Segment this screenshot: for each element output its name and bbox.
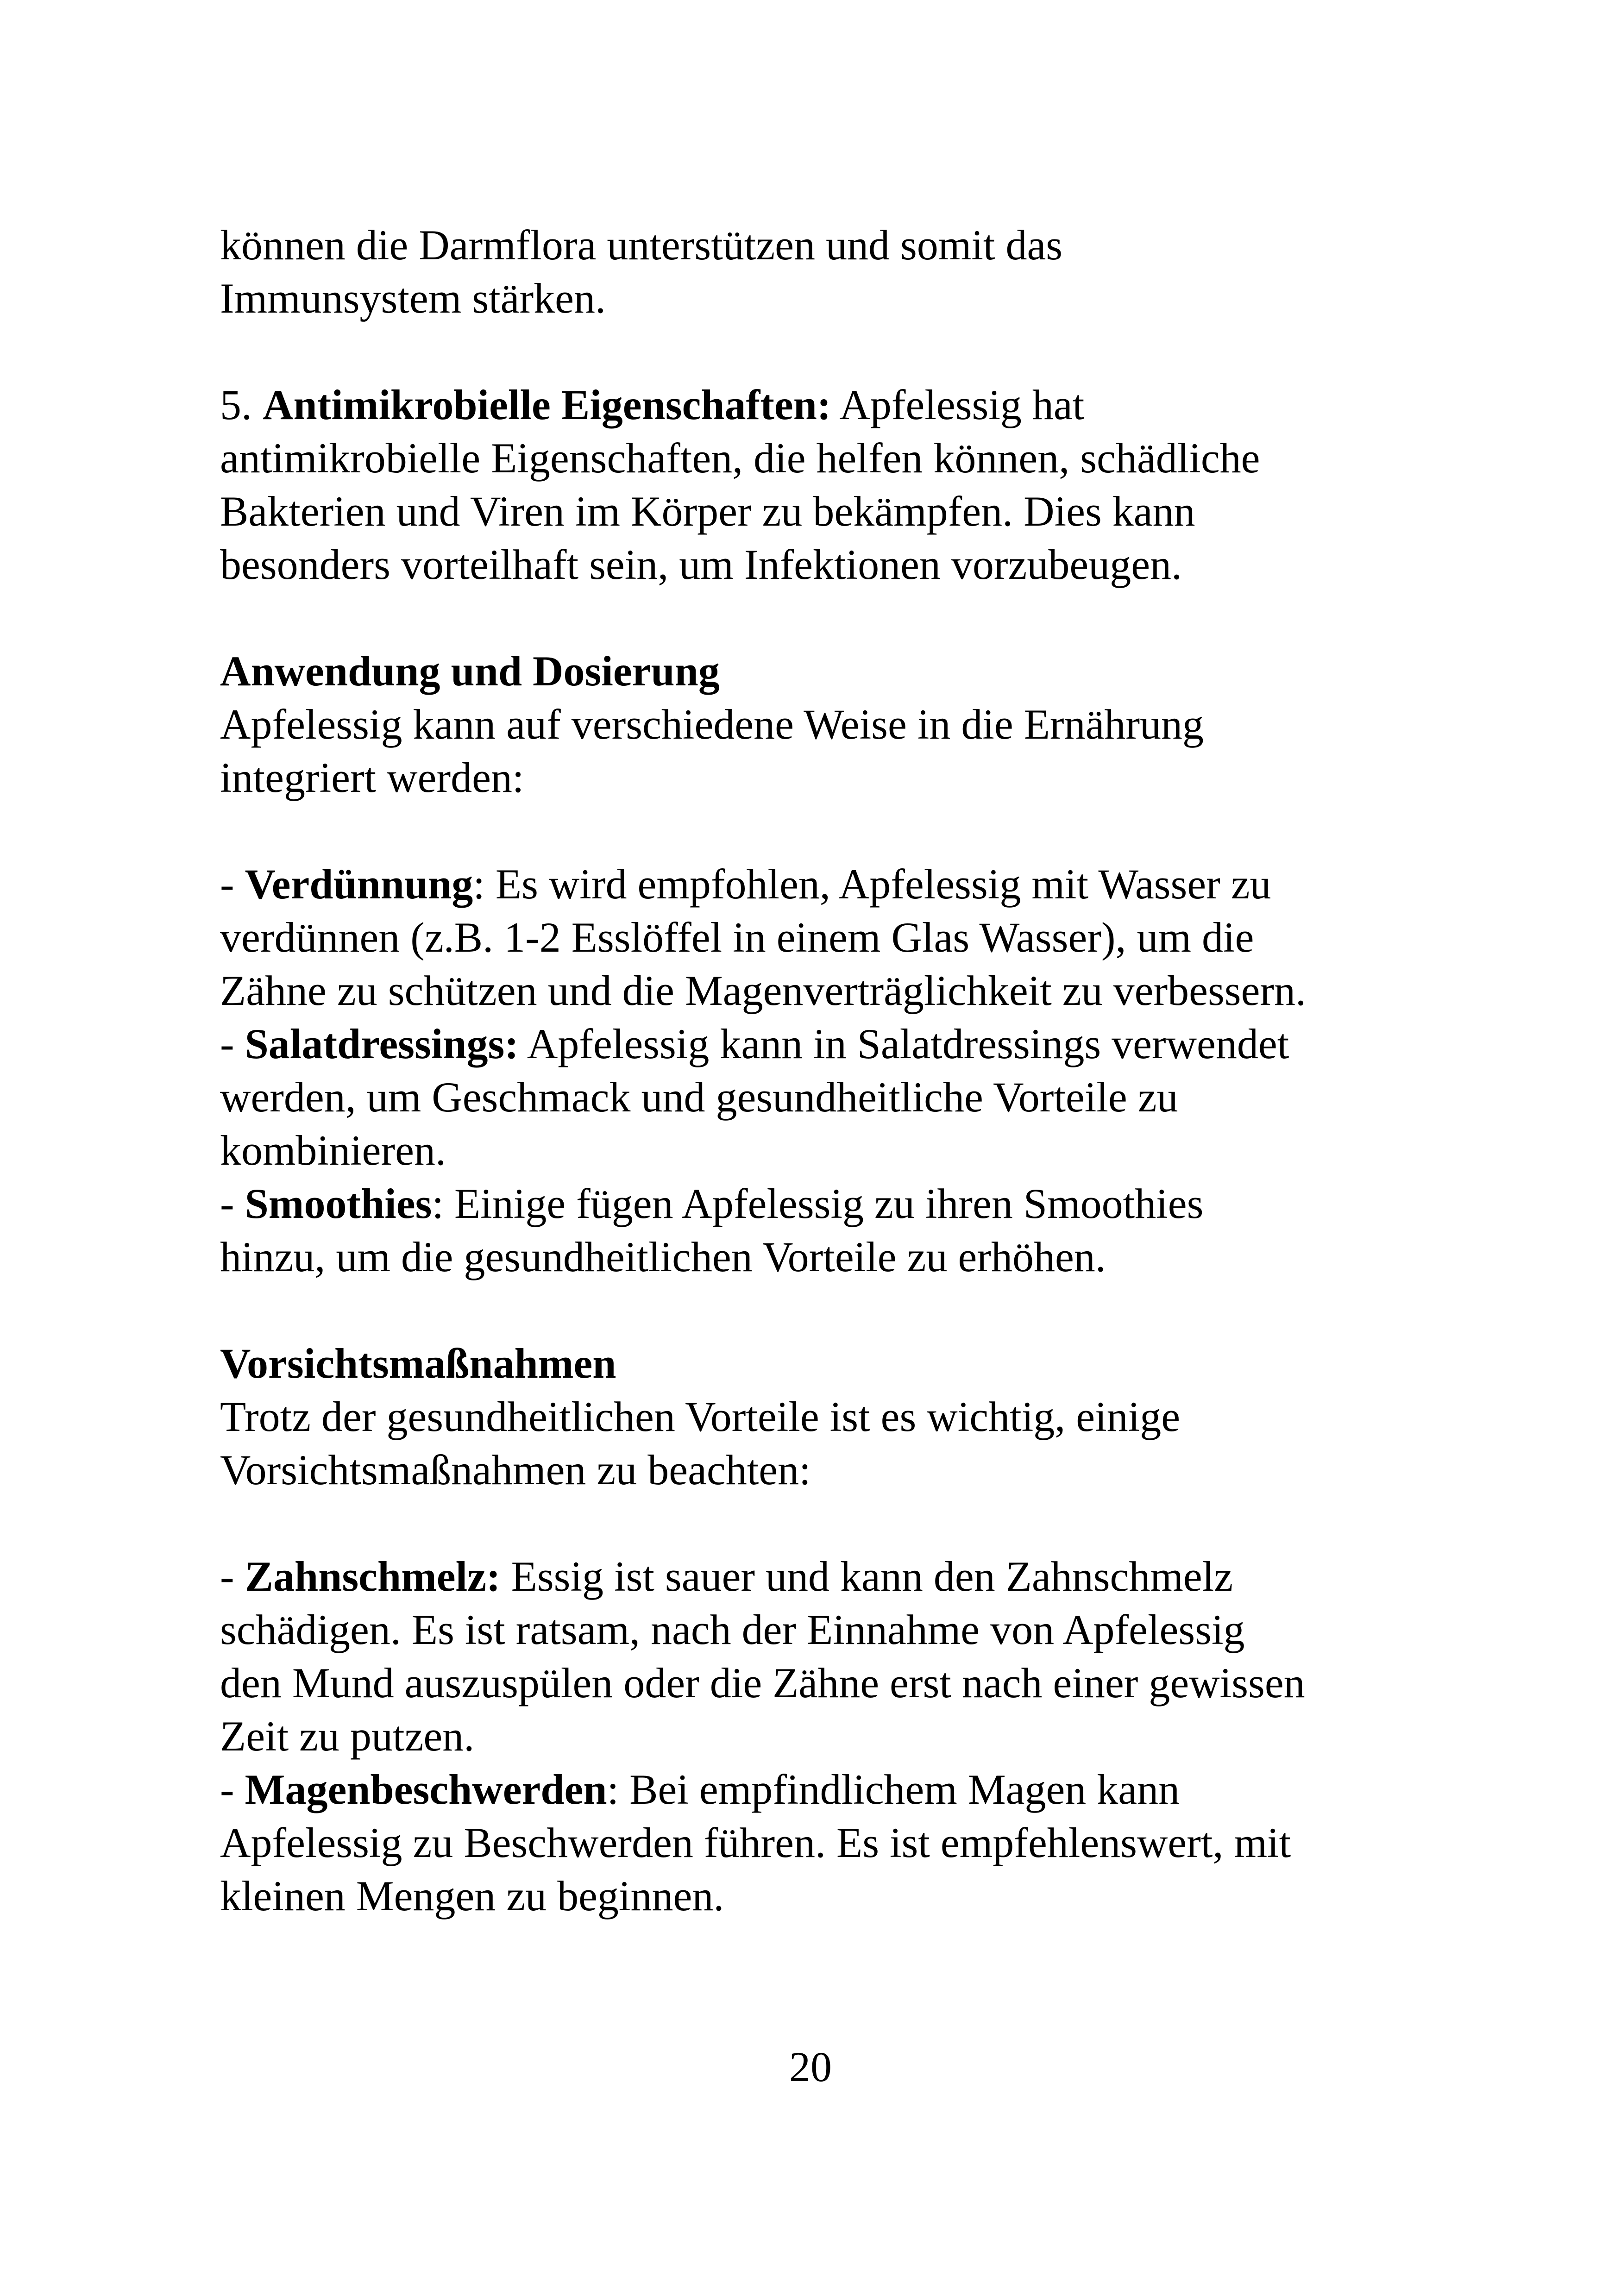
page-body (220, 219, 1424, 1923)
list-term: Smoothies (245, 1180, 432, 1227)
caution-intro-line-2: Vorsichtsmaßnahmen zu beachten: (220, 1446, 811, 1493)
paragraph-gap (220, 1497, 1424, 1550)
point-5-line-2: antimikrobielle Eigenschaften, die helfen können, schädliche (220, 434, 1260, 482)
usage-item-dilution-line-3: Zähne zu schützen und die Magenverträglichkeit zu verbessern. (220, 967, 1307, 1014)
usage-item-dressings-line-3: kombinieren. (220, 1127, 446, 1174)
point-number: 5. (220, 381, 263, 428)
section-heading-usage (220, 645, 1424, 698)
paragraph-gap (220, 325, 1424, 378)
usage-item-dilution-line-1 (220, 858, 1424, 911)
point-text: Apfelessig hat (831, 381, 1085, 428)
page-number: 20 (789, 2043, 832, 2090)
paragraph-gap (220, 1284, 1424, 1337)
point-5-line-1 (220, 378, 1424, 432)
list-text: Essig ist sauer und kann den Zahnschmelz (500, 1553, 1233, 1600)
list-text: : Bei empfindlichem Magen kann (607, 1766, 1180, 1813)
usage-item-smoothies-line-2: hinzu, um die gesundheitlichen Vorteile zu erhöhen. (220, 1233, 1106, 1280)
point-title: Antimikrobielle Eigenschaften: (263, 381, 831, 428)
point-5-line-4: besonders vorteilhaft sein, um Infektionen vorzubeugen. (220, 541, 1182, 588)
caution-item-stomach-line-1 (220, 1763, 1424, 1816)
list-dash: - (220, 1766, 245, 1813)
paragraph-gap (220, 591, 1424, 645)
usage-item-dilution-line-2: verdünnen (z.B. 1-2 Esslöffel in einem Glas Wasser), um die (220, 914, 1254, 961)
usage-intro-line-2: integriert werden: (220, 754, 524, 801)
caution-intro-line-1: Trotz der gesundheitlichen Vorteile ist es wichtig, einige (220, 1393, 1181, 1440)
usage-item-smoothies-line-1 (220, 1177, 1424, 1230)
point-5-line-3: Bakterien und Viren im Körper zu bekämpfen. Dies kann (220, 488, 1195, 535)
caution-item-enamel-line-4: Zeit zu putzen. (220, 1713, 475, 1760)
intro-line-2: Immunsystem stärken. (220, 275, 606, 322)
list-term: Zahnschmelz: (245, 1553, 501, 1600)
list-term: Salatdressings: (245, 1020, 519, 1067)
caution-item-stomach-line-3: kleinen Mengen zu beginnen. (220, 1872, 724, 1920)
list-text: : Es wird empfohlen, Apfelessig mit Wasser zu (473, 860, 1271, 908)
heading-text: Vorsichtsmaßnahmen (220, 1340, 616, 1387)
list-dash: - (220, 1020, 245, 1067)
caution-item-stomach-line-2: Apfelessig zu Beschwerden führen. Es ist empfehlenswert, mit (220, 1819, 1291, 1866)
list-term: Magenbeschwerden (245, 1766, 607, 1813)
list-dash: - (220, 1553, 245, 1600)
list-dash: - (220, 1180, 245, 1227)
list-text: : Einige fügen Apfelessig zu ihren Smoothies (432, 1180, 1204, 1227)
list-term: Verdünnung (245, 860, 473, 908)
section-heading-caution (220, 1337, 1424, 1390)
intro-line-1: können die Darmflora unterstützen und somit das (220, 221, 1063, 269)
caution-item-enamel-line-1 (220, 1550, 1424, 1603)
usage-item-dressings-line-2: werden, um Geschmack und gesundheitliche Vorteile zu (220, 1073, 1178, 1121)
usage-item-dressings-line-1 (220, 1017, 1424, 1071)
paragraph-gap (220, 804, 1424, 858)
heading-text: Anwendung und Dosierung (220, 647, 720, 695)
usage-intro-line-1: Apfelessig kann auf verschiedene Weise in die Ernährung (220, 701, 1204, 748)
list-dash: - (220, 860, 245, 908)
list-text: Apfelessig kann in Salatdressings verwendet (518, 1020, 1289, 1067)
caution-item-enamel-line-3: den Mund auszuspülen oder die Zähne erst nach einer gewissen (220, 1659, 1305, 1706)
caution-item-enamel-line-2: schädigen. Es ist ratsam, nach der Einnahme von Apfelessig (220, 1606, 1245, 1653)
